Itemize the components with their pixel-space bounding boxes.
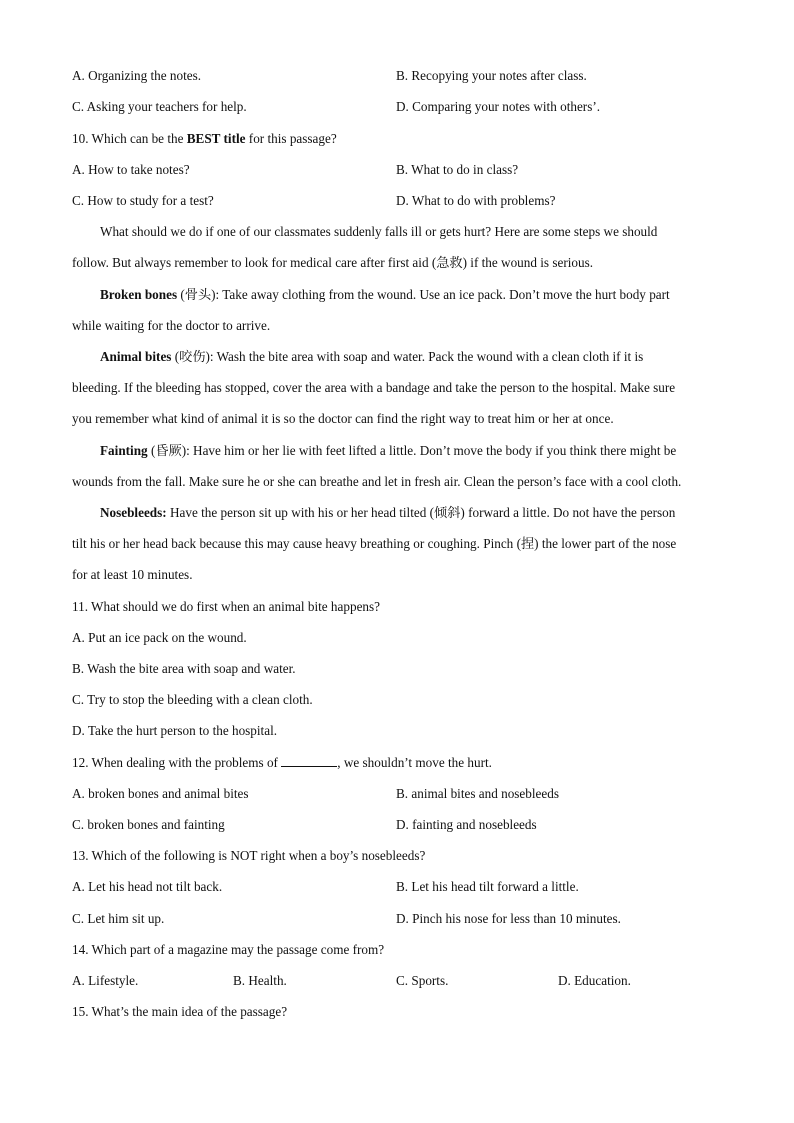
animal-bites-line: you remember what kind of animal it is so the doctor can find the right way to treat him or her at once. <box>72 411 614 426</box>
fainting-paragraph: Fainting (昏厥): Have him or her lie with feet lifted a little. Don’t move the body if you think there might be <box>100 443 677 458</box>
nosebleeds-line: tilt his or her head back because this may cause heavy breathing or coughing. Pinch (捏) the lower part of the nose <box>72 536 677 551</box>
q10-stem: 10. Which can be the BEST title for this passage? <box>72 131 337 146</box>
q13-stem: 13. Which of the following is NOT right when a boy’s nosebleeds? <box>72 848 426 863</box>
answer-blank <box>281 754 337 767</box>
q13-option-a: A. Let his head not tilt back. <box>72 879 223 894</box>
q12-option-a: A. broken bones and animal bites <box>72 786 249 801</box>
q14-option-c: C. Sports. <box>396 973 449 988</box>
q12-option-b: B. animal bites and nosebleeds <box>396 786 559 801</box>
broken-bones-line: while waiting for the doctor to arrive. <box>72 318 271 333</box>
q9-option-a: A. Organizing the notes. <box>72 68 202 83</box>
q13-option-d: D. Pinch his nose for less than 10 minutes. <box>396 911 621 926</box>
q9-option-b: B. Recopying your notes after class. <box>396 68 587 83</box>
q11-option-d: D. Take the hurt person to the hospital. <box>72 723 278 738</box>
animal-bites-paragraph: Animal bites (咬伤): Wash the bite area with soap and water. Pack the wound with a clean cloth if it is <box>100 349 644 364</box>
q14-stem: 14. Which part of a magazine may the passage come from? <box>72 942 385 957</box>
q10-option-b: B. What to do in class? <box>396 162 519 177</box>
q12-stem: 12. When dealing with the problems of , we shouldn’t move the hurt. <box>72 755 492 770</box>
q11-option-a: A. Put an ice pack on the wound. <box>72 630 247 645</box>
passage-intro-line: follow. But always remember to look for medical care after first aid (急救) if the wound is serious. <box>72 255 593 270</box>
passage-intro-line: What should we do if one of our classmates suddenly falls ill or gets hurt? Here are some steps we should <box>100 224 658 239</box>
nosebleeds-line: for at least 10 minutes. <box>72 567 193 582</box>
q10-option-a: A. How to take notes? <box>72 162 190 177</box>
q15-stem: 15. What’s the main idea of the passage? <box>72 1004 288 1019</box>
broken-bones-paragraph: Broken bones (骨头): Take away clothing from the wound. Use an ice pack. Don’t move the hurt body part <box>100 287 670 302</box>
q10-option-c: C. How to study for a test? <box>72 193 214 208</box>
animal-bites-line: bleeding. If the bleeding has stopped, cover the area with a bandage and take the person to the hospital. Make sure <box>72 380 676 395</box>
q11-stem: 11. What should we do first when an animal bite happens? <box>72 599 380 614</box>
q13-option-b: B. Let his head tilt forward a little. <box>396 879 579 894</box>
fainting-line: wounds from the fall. Make sure he or she can breathe and let in fresh air. Clean the person’s face with a cool cloth. <box>72 474 682 489</box>
q12-option-d: D. fainting and nosebleeds <box>396 817 537 832</box>
q14-option-d: D. Education. <box>558 973 631 988</box>
q12-option-c: C. broken bones and fainting <box>72 817 225 832</box>
q11-option-b: B. Wash the bite area with soap and water. <box>72 661 296 676</box>
q14-option-a: A. Lifestyle. <box>72 973 139 988</box>
q9-option-d: D. Comparing your notes with others’. <box>396 99 601 114</box>
q11-option-c: C. Try to stop the bleeding with a clean cloth. <box>72 692 313 707</box>
q14-option-b: B. Health. <box>233 973 287 988</box>
q10-option-d: D. What to do with problems? <box>396 193 556 208</box>
q13-option-c: C. Let him sit up. <box>72 911 165 926</box>
q9-option-c: C. Asking your teachers for help. <box>72 99 247 114</box>
nosebleeds-paragraph: Nosebleeds: Have the person sit up with his or her head tilted (倾斜) forward a little. Do not have the person <box>100 505 676 520</box>
